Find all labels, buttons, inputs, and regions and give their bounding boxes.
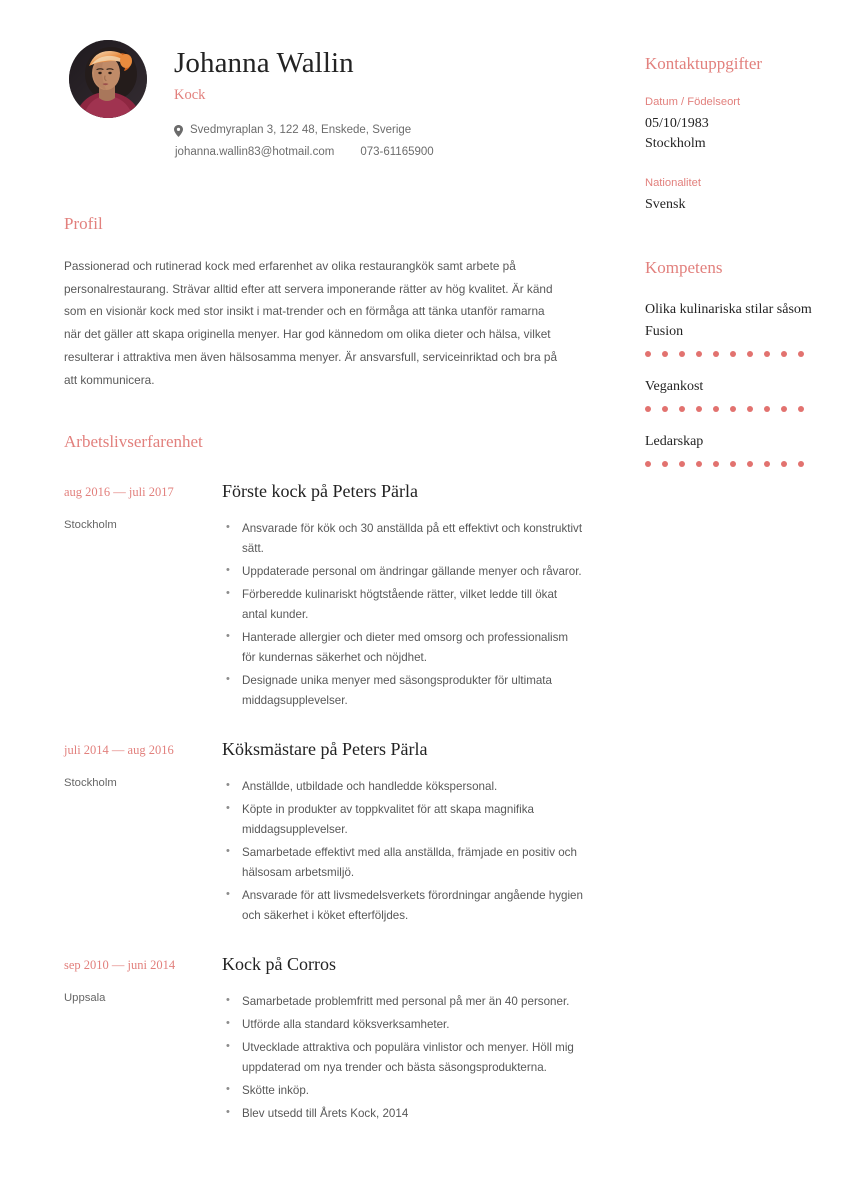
list-item: • Ansvarade för att livsmedelsverkets förordningar angående hygien och säkerhet i köket efterföljdes. — [222, 886, 584, 926]
contact-field — [645, 94, 820, 154]
experience-title: Köksmästare på Peters Pärla — [222, 738, 428, 759]
skill-dot — [662, 351, 668, 357]
contact-field-value — [645, 195, 820, 215]
contact-field — [645, 175, 820, 215]
skill-dot — [662, 406, 668, 412]
list-item: • Förberedde kulinariskt högtstående rätter, vilket ledde till ökat antal kunder. — [222, 585, 584, 625]
list-item: • Skötte inköp. — [222, 1081, 584, 1101]
list-item: • Samarbetade effektivt med alla anställda, främjade en positiv och hälsosam arbetsmiljö. — [222, 843, 584, 883]
skill-dot — [645, 461, 651, 467]
email-phone-line — [174, 143, 584, 163]
avatar-photo — [69, 40, 147, 118]
experience-dates: aug 2016 — juli 2017 — [64, 484, 174, 499]
experience-body — [222, 480, 584, 714]
skill-dot — [696, 406, 702, 412]
phone-text[interactable]: 073-61165900 — [360, 145, 434, 158]
skill-dot — [764, 406, 770, 412]
experience-bullets — [222, 519, 584, 710]
skill-rating-dots — [645, 461, 820, 467]
list-item: • Designade unika menyer med säsongsprodukter för ultimata middagsupplevelser. — [222, 671, 584, 711]
contact-field-list — [645, 94, 820, 214]
skill-dot — [713, 406, 719, 412]
contact-field-value-line: Stockholm — [645, 136, 706, 152]
sidebar-contact-section — [645, 0, 820, 215]
experience-dates: sep 2010 — juni 2014 — [64, 957, 176, 972]
resume-header — [64, 0, 584, 162]
skill-dot — [679, 351, 685, 357]
contact-field-label: Nationalitet — [645, 176, 701, 189]
experience-bullets — [222, 992, 584, 1124]
skill-item — [645, 431, 820, 467]
experience-location: Stockholm — [64, 518, 117, 531]
skill-dot — [747, 406, 753, 412]
experience-bullets — [222, 777, 584, 926]
skill-dot — [679, 461, 685, 467]
list-item: • Blev utsedd till Årets Kock, 2014 — [222, 1104, 584, 1124]
skill-dot — [798, 351, 804, 357]
skill-dot — [798, 406, 804, 412]
sidebar — [645, 0, 820, 467]
list-item: • Samarbetade problemfritt med personal på mer än 40 personer. — [222, 992, 584, 1012]
skill-dot — [713, 351, 719, 357]
avatar — [69, 40, 147, 118]
profile-heading: Profil — [64, 214, 103, 234]
skill-dot — [645, 351, 651, 357]
skill-name: Olika kulinariska stilar såsom Fusion — [645, 302, 812, 339]
experience-list — [64, 480, 584, 1127]
experience-body — [222, 953, 584, 1127]
section-experience — [64, 432, 584, 1127]
skill-dot — [781, 351, 787, 357]
list-item: • Hanterade allergier och dieter med omsorg och professionalism för kundernas säkerhet och nöjdhet. — [222, 628, 584, 668]
skill-list — [645, 299, 820, 467]
skill-dot — [747, 461, 753, 467]
skill-dot — [781, 406, 787, 412]
experience-entry — [64, 953, 584, 1127]
experience-meta — [64, 953, 222, 1127]
skill-item — [645, 299, 820, 357]
experience-heading: Arbetslivserfarenhet — [64, 432, 203, 452]
list-item: • Uppdaterade personal om ändringar gällande menyer och råvaror. — [222, 562, 584, 582]
list-item: • Anställde, utbildade och handledde kökspersonal. — [222, 777, 584, 797]
address-line — [174, 121, 584, 141]
list-item: • Ansvarade för kök och 30 anställda på ett effektivt och konstruktivt sätt. — [222, 519, 584, 559]
experience-meta — [64, 480, 222, 714]
contact-heading: Kontaktuppgifter — [645, 54, 763, 73]
list-item: • Utförde alla standard köksverksamheter. — [222, 1015, 584, 1035]
skill-dot — [764, 461, 770, 467]
contact-field-value-line: 05/10/1983 — [645, 116, 709, 132]
experience-location: Stockholm — [64, 776, 117, 789]
skill-dot — [781, 461, 787, 467]
contact-field-value-line: Svensk — [645, 196, 686, 212]
experience-location: Uppsala — [64, 991, 106, 1004]
skill-dot — [730, 351, 736, 357]
skill-dot — [747, 351, 753, 357]
skill-dot — [662, 461, 668, 467]
list-item: • Utvecklade attraktiva och populära vinlistor och menyer. Höll mig uppdaterad om nya trender och bästa säsongsprodukterna. — [222, 1038, 584, 1078]
skill-dot — [696, 461, 702, 467]
sidebar-skills-section — [645, 258, 820, 467]
email-text[interactable]: johanna.wallin83@hotmail.com — [175, 145, 335, 158]
skill-name: Vegankost — [645, 378, 704, 394]
skill-dot — [679, 406, 685, 412]
list-item: • Köpte in produkter av toppkvalitet för att skapa magnifika middagsupplevelser. — [222, 800, 584, 840]
skill-dot — [713, 461, 719, 467]
experience-entry — [64, 738, 584, 929]
skill-dot — [645, 406, 651, 412]
skill-name: Ledarskap — [645, 434, 704, 450]
page-title: Johanna Wallin — [174, 47, 354, 79]
skills-heading: Kompetens — [645, 257, 723, 277]
contact-field-value — [645, 114, 820, 155]
contact-block — [174, 121, 584, 163]
skill-dot — [696, 351, 702, 357]
experience-entry — [64, 480, 584, 714]
skill-rating-dots — [645, 351, 820, 357]
location-pin-icon — [174, 125, 183, 137]
skill-dot — [764, 351, 770, 357]
skill-rating-dots — [645, 406, 820, 412]
contact-field-label: Datum / Födelseort — [645, 96, 741, 109]
skill-dot — [730, 461, 736, 467]
experience-dates: juli 2014 — aug 2016 — [64, 742, 174, 757]
section-profile — [64, 214, 584, 391]
address-text: Svedmyraplan 3, 122 48, Enskede, Sverige — [190, 123, 412, 136]
main-column — [64, 0, 584, 1127]
experience-body — [222, 738, 584, 929]
experience-meta — [64, 738, 222, 929]
skill-dot — [730, 406, 736, 412]
experience-title: Förste kock på Peters Pärla — [222, 480, 418, 501]
skill-item — [645, 376, 820, 412]
skill-dot — [798, 461, 804, 467]
header-job-title: Kock — [174, 86, 206, 103]
experience-title: Kock på Corros — [222, 953, 336, 974]
profile-text: Passionerad och rutinerad kock med erfarenhet av olika restaurangkök samt arbete på personalrestaurang. Strävar alltid efter att servera imponerande rätter av hög kvalitet. Är känd som en visionär kock med stor insikt i mat-trender och en förmåga att tänka utanför ramarna när det gäller att skapa originella menyer. Har god kännedom om olika dieter och hälsa, vilket resulterar i attraktiva men även hälsosamma menyer. Är ansvarsfull, serviceinriktad och bra på att kommunicera. — [64, 258, 558, 387]
